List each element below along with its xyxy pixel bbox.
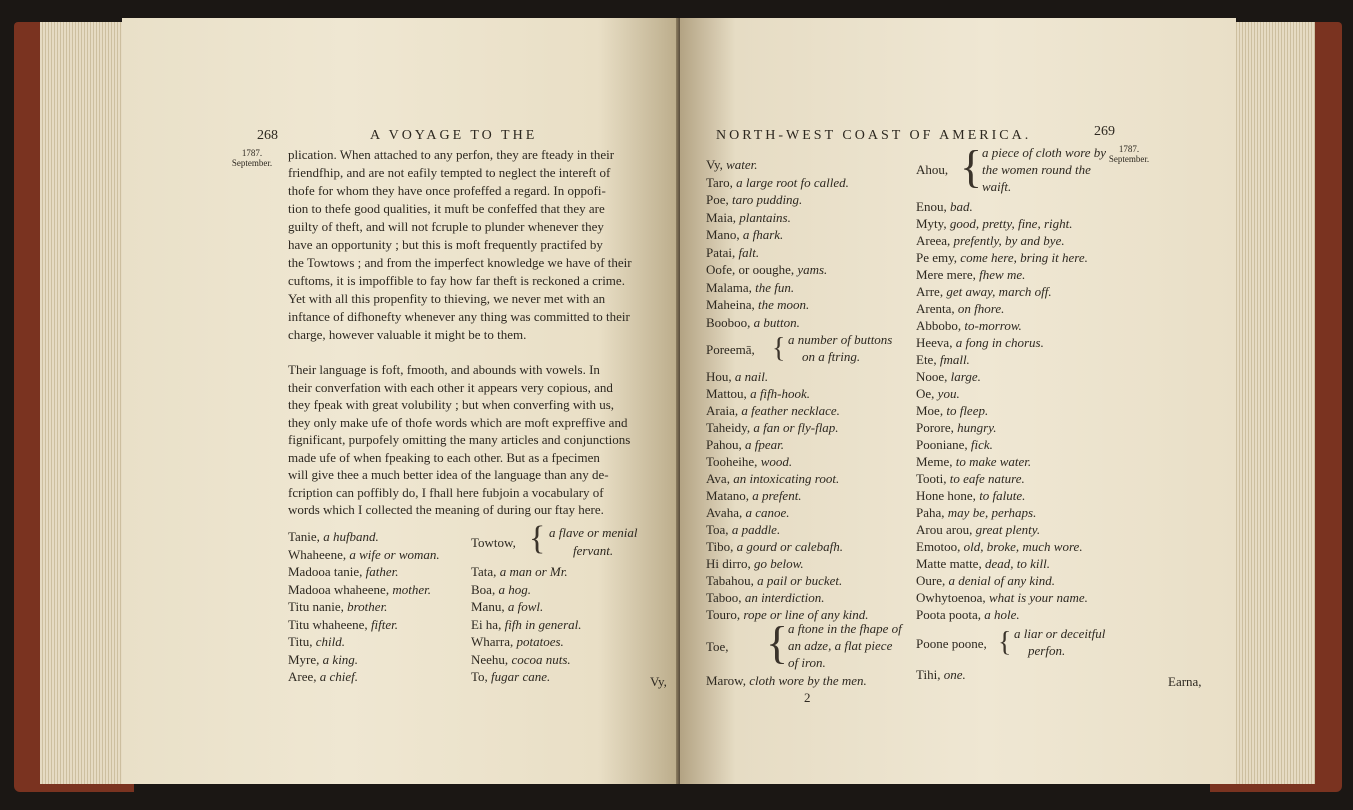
text-line: they fpeak with great volubility ; but when converfing with us, xyxy=(288,397,615,412)
vocab-meaning: a hole. xyxy=(984,607,1020,622)
vocab-meaning: the moon. xyxy=(757,297,810,312)
vocab-meaning: you. xyxy=(937,386,960,401)
vocab-entry xyxy=(916,402,1088,419)
vocab-word: Moe, xyxy=(916,403,944,418)
vocab-entry xyxy=(916,283,1088,300)
vocab-entry xyxy=(916,606,1088,623)
text-line: friendfhip, and are not eafily tempted to neglect the intereft of xyxy=(288,165,611,180)
vocab-meaning: water. xyxy=(726,157,758,172)
vocab-word: Ete, xyxy=(916,352,937,367)
vocab-word: Taboo, xyxy=(706,590,742,605)
vocab-entry xyxy=(916,385,1088,402)
vocab-word: Owhytoenoa, xyxy=(916,590,986,605)
vocab-meaning: a hog. xyxy=(498,581,531,597)
vocab-column-1b xyxy=(706,368,869,623)
vocab-word: Meme, xyxy=(916,454,953,469)
vocab-entry xyxy=(916,572,1088,589)
vocab-entry xyxy=(471,563,582,581)
running-head: A VOYAGE TO THE xyxy=(370,128,538,143)
vocab-word: Enou, xyxy=(916,199,947,214)
vocab-word: Oure, xyxy=(916,573,946,588)
vocab-word: Maia, xyxy=(706,209,736,225)
vocab-word: Poota poota, xyxy=(916,607,981,622)
vocab-tihi: Tihi, one. xyxy=(916,667,966,682)
vocab-entry xyxy=(706,385,869,402)
right-page: NORTH-WEST COAST OF AMERICA. 269 1787. September. Vy, water. Taro, a large root fo called. Poe, taro pudding. Maia, plantains. Mano, a fhark. Patai, falt. Oofe, or ooughe, yams. Malama, the fun. Maheina, the moon. Booboo, a button. Poreemā, { a number of buttons on a ftring. Hou, a nail. Mattou, a fifh-hook. Araia, a feather necklace. Taheidy, a fan or fly-flap. Pahou, a fpear. Tooheihe, wood. Ava, an intoxicating root. Matano, a prefent. Avaha, a canoe. Toa, a paddle. Tibo, a gourd or calebafh. Hi dirro, go below. Tabahou, a pail or bucket. Taboo, an interdiction. Touro, rope or line of any kind. Toe, { a ftone in the fhape of an adze, a flat piece of iron. Marow, cloth wore by the men. 2 Ahou, { a piece of cloth wore by the women round the waift. Enou, bad. Myty, good, pretty, fine, right. Areea, prefently, by and bye. Pe emy, come here, bring it here. Mere mere, fhew me. Arre, get away, march off. Arenta, on fhore. Abbobo, to-morrow. Heeva, a fong in chorus. Ete, fmall. Nooe, large. Oe, you. Moe, to fleep. Porore, hungry. Pooniane, fick. Meme, to make water. Tooti, to eafe nature. Hone hone, to falute. Paha, may be, perhaps. Arou arou, great plenty. Emotoo, old, broke, much wore. Matte matte, dead, to kill. Oure, a denial of any kind. Owhytoenoa, what is your name. Poota poota, a hole. Poone poone, { a liar or deceitful perfon. Tihi, one. Earna, xyxy=(680,18,1236,784)
vocab-word: Mere mere, xyxy=(916,267,976,282)
vocab-entry xyxy=(706,402,869,419)
text-line: have an opportunity ; but this is moft frequently practifed by xyxy=(288,237,603,252)
text-line: the Towtows ; and from the imperfect knowledge we have of their xyxy=(288,255,632,270)
vocab-meaning: prefently, by and bye. xyxy=(953,233,1065,248)
vocab-meaning: large. xyxy=(950,369,981,384)
vocab-word: Oofe, or ooughe, xyxy=(706,262,795,277)
vocab-word: Pe emy, xyxy=(916,250,958,265)
vocab-word: Titu nanie, xyxy=(288,599,344,614)
vocab-entry xyxy=(288,668,440,686)
text-line: made ufe of when fpeaking to each other. But as a fpecimen xyxy=(288,449,600,465)
vocab-meaning: a denial of any kind. xyxy=(948,573,1056,588)
vocab-entry xyxy=(706,156,849,174)
vocab-column-1a xyxy=(706,156,849,331)
vocab-entry xyxy=(706,244,849,262)
vocab-entry xyxy=(706,436,869,453)
vocab-entry xyxy=(706,209,849,227)
vocab-meaning: the fun. xyxy=(755,279,795,295)
vocab-entry xyxy=(288,633,440,651)
vocab-column-1 xyxy=(288,528,440,686)
vocab-meaning: great plenty. xyxy=(975,522,1041,537)
vocab-word: Manu, xyxy=(471,599,505,614)
text-line: Yet with all this propenfity to thieving, we never met with an xyxy=(288,291,606,306)
vocab-entry xyxy=(706,261,849,279)
vocab-meaning: a nail. xyxy=(734,369,769,384)
vocab-word: Pooniane, xyxy=(916,437,968,452)
vocab-word: Madooa whaheene, xyxy=(288,581,390,597)
vocab-meaning: falt. xyxy=(738,244,760,260)
vocab-word: Neehu, xyxy=(471,651,509,667)
vocab-entry xyxy=(706,453,869,470)
left-page: 268 A VOYAGE TO THE 1787. September. plication. When attached to any perfon, they are fteady in their friendfhip, and are not eafily tempted to neglect the intereft of thofe for whom they have once profeffed a regard. In oppofi- tion to thefe good qualities, it muft be confeffed that they are guilty of theft, and will not fcruple to plunder whenever they have an opportunity ; but this is moft frequently practifed by the Towtows ; and from the imperfect knowledge we have of their cuftoms, it is impoffible to fay how far theft is reckoned a crime. Yet with all this propenfity to thieving, we never met with an inftance of difhonefty whenever any thing was committed to their charge, however valuable it might be to them. Their language is foft, fmooth, and abounds with vowels. In their converfation with each other it appears very copious, and they fpeak with great volubility ; but when converfing with us, they only make ufe of thofe words which are moft expreffive and fignificant, purpofely omitting the many articles and conjunctions made ufe of when fpeaking to each other. But as a fpecimen will give thee a much better idea of the language than any de- fcription can poffibly do, I fhall here fubjoin a vocabulary of words which I collected the meaning of during our ftay here. Tanie, a hufband. Whaheene, a wife or woman. Madooa tanie, father. Madooa whaheene, mother. Titu nanie, brother. Titu whaheene, fifter. Titu, child. Myre, a king. Aree, a chief. Towtow, { a flave or menial fervant. Tata, a man or Mr. Boa, a hog. Manu, a fowl. Ei ha, fifh in general. Wharra, potatoes. Neehu, cocoa nuts. To, fugar cane. Vy, xyxy=(122,18,682,784)
margin-note: 1787. September. xyxy=(231,148,273,168)
vocab-word: Pahou, xyxy=(706,437,742,452)
vocab-meaning: to eafe nature. xyxy=(949,471,1025,486)
vocab-meaning: a wife or woman. xyxy=(349,546,440,562)
vocab-meaning: an interdiction. xyxy=(744,590,825,605)
vocab-meaning: fifh in general. xyxy=(504,616,582,632)
vocab-word: Hone hone, xyxy=(916,488,976,503)
vocab-word: Taro, xyxy=(706,174,733,190)
vocab-meaning: to fleep. xyxy=(946,403,989,418)
vocab-meaning: fmall. xyxy=(939,352,970,367)
vocab-entry xyxy=(916,334,1088,351)
vocab-entry xyxy=(288,651,440,669)
vocab-meaning: old, broke, much wore. xyxy=(963,539,1083,554)
vocab-entry xyxy=(288,598,440,616)
vocab-entry xyxy=(916,249,1088,266)
vocab-meaning: come here, bring it here. xyxy=(960,250,1088,265)
vocab-word: Hi dirro, xyxy=(706,556,751,571)
vocab-entry xyxy=(471,581,582,599)
vocab-word: Toa, xyxy=(706,522,729,537)
vocab-word: Abbobo, xyxy=(916,318,962,333)
vocab-meaning: a fan or fly-flap. xyxy=(753,420,839,435)
right-page-edges xyxy=(1225,22,1315,784)
vocab-word: Porore, xyxy=(916,420,954,435)
vocab-meaning: a man or Mr. xyxy=(499,564,568,579)
vocab-entry xyxy=(916,266,1088,283)
vocab-word: Heeva, xyxy=(916,335,953,350)
vocab-meaning: yams. xyxy=(797,262,828,277)
vocab-entry xyxy=(288,616,440,634)
vocab-word: Malama, xyxy=(706,279,752,295)
vocab-word: Titu whaheene, xyxy=(288,616,368,632)
text-line: inftance of difhonefty whenever any thing was committed to their xyxy=(288,309,630,324)
vocab-entry xyxy=(916,504,1088,521)
vocab-meaning: to make water. xyxy=(955,454,1032,469)
vocab-meaning: fugar cane. xyxy=(491,669,551,684)
vocab-entry xyxy=(288,581,440,599)
vocab-entry xyxy=(916,368,1088,385)
vocab-entry xyxy=(916,198,1088,215)
vocab-word: Avaha, xyxy=(706,505,743,520)
vocab-meaning: taro pudding. xyxy=(732,192,803,207)
vocab-entry xyxy=(288,546,440,564)
vocab-word: Tooheihe, xyxy=(706,454,758,469)
vocab-entry xyxy=(916,453,1088,470)
vocab-word: Ei ha, xyxy=(471,616,502,632)
signature-mark: 2 xyxy=(804,690,811,705)
vocab-meaning: a prefent. xyxy=(752,488,802,503)
vocab-entry xyxy=(706,504,869,521)
vocab-meaning: a hufband. xyxy=(323,529,379,544)
vocab-meaning: fhew me. xyxy=(979,267,1026,282)
vocab-entry xyxy=(706,191,849,209)
vocab-meaning: a gourd or calebafh. xyxy=(736,539,844,554)
vocab-entry xyxy=(706,470,869,487)
vocab-word: Taheidy, xyxy=(706,420,751,435)
vocab-meaning: mother. xyxy=(392,581,431,597)
vocab-marow: Marow, cloth wore by the men. xyxy=(706,673,867,688)
vocab-word: Mattou, xyxy=(706,386,747,401)
vocab-column-2 xyxy=(916,198,1088,623)
vocab-entry xyxy=(916,436,1088,453)
vocab-word: Vy, xyxy=(706,157,723,172)
vocab-word: Titu, xyxy=(288,634,313,649)
margin-note: 1787. September. xyxy=(1108,144,1150,164)
vocab-word: Myty, xyxy=(916,216,947,231)
catchword: Earna, xyxy=(1168,674,1202,689)
vocab-word: Paha, xyxy=(916,505,945,520)
vocab-word: Poe, xyxy=(706,192,729,207)
vocab-entry xyxy=(706,487,869,504)
text-line: guilty of theft, and will not fcruple to plunder whenever they xyxy=(288,219,604,234)
text-line: words which I collected the meaning of during our ftay here. xyxy=(288,502,604,517)
vocab-word: Tanie, xyxy=(288,529,320,544)
vocab-entry xyxy=(471,616,582,634)
vocab-word: Patai, xyxy=(706,244,736,260)
vocab-entry xyxy=(471,598,582,616)
vocab-meaning: a canoe. xyxy=(745,505,790,520)
vocab-meaning: brother. xyxy=(347,599,388,614)
vocab-meaning: a pail or bucket. xyxy=(757,573,843,588)
vocab-entry xyxy=(706,314,849,332)
vocab-word: Maheina, xyxy=(706,297,755,312)
vocab-word: Boa, xyxy=(471,581,496,597)
vocab-meaning: a fifh-hook. xyxy=(750,386,810,401)
vocab-meaning: on fhore. xyxy=(957,301,1005,316)
vocab-meaning: a feather necklace. xyxy=(741,403,840,418)
vocab-meaning: get away, march off. xyxy=(946,284,1052,299)
text-line: tion to thefe good qualities, it muft be confeffed that they are xyxy=(288,201,605,216)
vocab-entry xyxy=(471,668,582,686)
text-line: fignificant, purpofely omitting the many articles and conjunctions xyxy=(288,432,631,447)
vocab-meaning: a paddle. xyxy=(731,522,781,537)
vocab-meaning: a king. xyxy=(322,651,359,667)
vocab-entry xyxy=(916,470,1088,487)
vocab-word: Booboo, xyxy=(706,314,751,330)
vocab-word: Whaheene, xyxy=(288,546,347,562)
vocab-word: Myre, xyxy=(288,651,320,667)
vocab-entry xyxy=(916,300,1088,317)
vocab-entry xyxy=(916,419,1088,436)
vocab-word: Ava, xyxy=(706,471,730,486)
vocab-meaning: to falute. xyxy=(979,488,1026,503)
vocab-word: Matte matte, xyxy=(916,556,982,571)
vocab-meaning: go below. xyxy=(754,556,804,571)
running-head: NORTH-WEST COAST OF AMERICA. xyxy=(716,128,1032,143)
vocab-entry xyxy=(706,296,849,314)
vocab-word: To, xyxy=(471,669,488,684)
vocab-column-2 xyxy=(471,563,582,686)
vocab-meaning: dead, to kill. xyxy=(984,556,1050,571)
text-line: thofe for whom they have once profeffed a regard. In oppofi- xyxy=(288,183,606,198)
vocab-meaning: a button. xyxy=(753,314,800,330)
vocab-word: Arou arou, xyxy=(916,522,973,537)
vocab-meaning: may be, perhaps. xyxy=(947,505,1037,520)
vocab-meaning: fifter. xyxy=(370,616,399,632)
vocab-meaning: a large root fo called. xyxy=(736,174,849,190)
catchword: Vy, xyxy=(650,674,667,689)
vocab-word: Aree, xyxy=(288,669,317,684)
text-line: they only make ufe of thofe words which are moft expreffive and xyxy=(288,414,628,430)
vocab-word: Tabahou, xyxy=(706,573,754,588)
vocab-word: Madooa tanie, xyxy=(288,564,363,579)
vocab-word: Mano, xyxy=(706,227,740,242)
vocab-meaning: an intoxicating root. xyxy=(733,471,840,486)
vocab-word: Wharra, xyxy=(471,634,514,649)
vocab-entry xyxy=(288,528,440,546)
vocab-meaning: fick. xyxy=(970,437,993,452)
vocab-entry xyxy=(916,538,1088,555)
vocab-word: Oe, xyxy=(916,386,935,401)
vocab-word: Emotoo, xyxy=(916,539,961,554)
vocab-entry xyxy=(706,174,849,192)
vocab-meaning: potatoes. xyxy=(516,634,564,649)
vocab-meaning: to-morrow. xyxy=(964,318,1022,333)
page-number: 268 xyxy=(257,128,278,143)
paragraph-2 xyxy=(288,361,630,519)
vocab-entry xyxy=(706,521,869,538)
vocab-meaning: hungry. xyxy=(957,420,997,435)
vocab-entry xyxy=(471,651,582,669)
paragraph-1 xyxy=(288,146,632,344)
text-line: cuftoms, it is impoffible to fay how far theft is reckoned a crime. xyxy=(288,273,625,288)
vocab-entry xyxy=(706,368,869,385)
vocab-word: Touro, xyxy=(706,607,741,622)
vocab-entry xyxy=(706,538,869,555)
vocab-word: Arre, xyxy=(916,284,944,299)
text-line: fcription can poffibly do, I fhall here fubjoin a vocabulary of xyxy=(288,484,604,500)
vocab-word: Matano, xyxy=(706,488,749,503)
vocab-entry xyxy=(706,555,869,572)
text-line: plication. When attached to any perfon, they are fteady in their xyxy=(288,147,615,162)
vocab-meaning: a fpear. xyxy=(745,437,784,452)
vocab-meaning: a fong in chorus. xyxy=(955,335,1044,350)
vocab-entry xyxy=(706,572,869,589)
vocab-entry xyxy=(706,419,869,436)
vocab-word: Nooe, xyxy=(916,369,948,384)
vocab-entry xyxy=(916,215,1088,232)
left-page-edges xyxy=(40,22,130,784)
vocab-meaning: father. xyxy=(365,564,399,579)
vocab-meaning: a fhark. xyxy=(742,227,784,242)
vocab-entry xyxy=(706,589,869,606)
vocab-meaning: a chief. xyxy=(319,669,359,684)
vocab-word: Arenta, xyxy=(916,301,955,316)
page-number: 269 xyxy=(1094,124,1115,139)
vocab-word: Tibo, xyxy=(706,539,734,554)
text-line: their converfation with each other it appears very copious, and xyxy=(288,379,613,395)
vocab-entry xyxy=(706,279,849,297)
vocab-meaning: cocoa nuts. xyxy=(511,651,571,667)
vocab-entry xyxy=(471,633,582,651)
text-line: charge, however valuable it might be to them. xyxy=(288,327,527,342)
vocab-entry xyxy=(916,555,1088,572)
vocab-entry xyxy=(916,317,1088,334)
vocab-word: Tooti, xyxy=(916,471,947,486)
text-line: will give thee a much better idea of the language than any de- xyxy=(288,467,609,482)
vocab-meaning: good, pretty, fine, right. xyxy=(949,216,1073,231)
vocab-word: Areea, xyxy=(916,233,951,248)
vocab-entry xyxy=(916,487,1088,504)
vocab-meaning: a fowl. xyxy=(507,599,544,614)
text-line: Their language is foft, fmooth, and abounds with vowels. In xyxy=(288,362,600,377)
vocab-entry xyxy=(916,521,1088,538)
vocab-entry xyxy=(288,563,440,581)
vocab-meaning: what is your name. xyxy=(988,590,1088,605)
vocab-word: Tata, xyxy=(471,564,497,579)
vocab-meaning: plantains. xyxy=(739,209,791,225)
vocab-meaning: wood. xyxy=(760,454,793,469)
vocab-meaning: child. xyxy=(315,634,345,649)
vocab-entry xyxy=(916,351,1088,368)
vocab-entry xyxy=(916,589,1088,606)
vocab-entry xyxy=(706,226,849,244)
vocab-entry xyxy=(916,232,1088,249)
vocab-word: Araia, xyxy=(706,403,739,418)
vocab-meaning: bad. xyxy=(949,199,973,214)
vocab-meaning: rope or line of any kind. xyxy=(743,607,869,622)
vocab-word: Hou, xyxy=(706,369,732,384)
